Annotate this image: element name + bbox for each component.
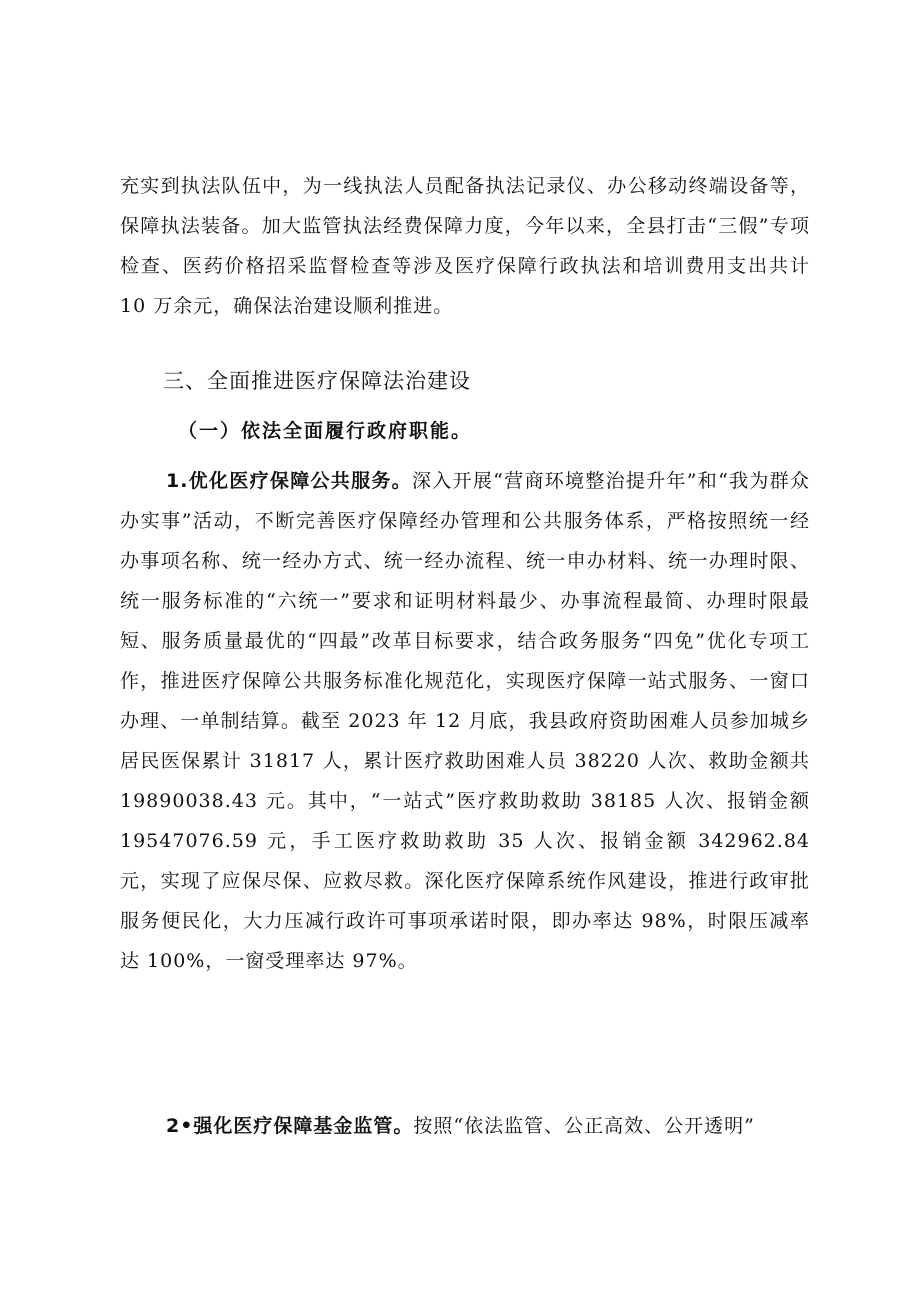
subsection-heading: （一）依法全面履行政府职能。 [178, 420, 473, 442]
item2-paragraph [120, 1106, 810, 1146]
item1-lead: 1.优化医疗保障公共服务。 [166, 470, 412, 492]
item1-body: 深入开展“营商环境整治提升年”和“我为群众办实事”活动，不断完善医疗保障经办管理和公共服务体系，严格按照统一经办事项名称、统一经办方式、统一经办流程、统一申办材料、统一办理时限、统一服务标准的“六统一”要求和证明材料最少、办事流程最简、办理时限最短、服务质量最优的“四最”改革目标要求，结合政务服务“四免”优化专项工作，推进医疗保障公共服务标准化规范化，实现医疗保障一站式服务、一窗口办理、一单制结算。截至 2023 年 12 月底，我县政府资助困难人员参加城乡居民医保累计 31817 人，累计医疗救助困难人员 38220 人次、救助金额共 19890038.43 元。其中，“一站式”医疗救助救助 38185 人次、报销金额 19547076.59 元，手工医疗救助救助 35 人次、报销金额 342962.84 元，实现了应保尽保、应救尽救。深化医疗保障系统作风建设，推进行政审批服务便民化，大力压减行政许可事项承诺时限，即办率达 98%，时限压减率达 100%，一窗受理率达 97%。 [120, 470, 810, 972]
item2-body: 按照“依法监管、公正高效、公开透明” [413, 1115, 755, 1137]
section-heading: 三、全面推进医疗保障法治建设 [163, 369, 471, 393]
item1-paragraph [120, 461, 810, 981]
paragraph-continuation: 充实到执法队伍中，为一线执法人员配备执法记录仪、办公移动终端设备等，保障执法装备。加大监管执法经费保障力度，今年以来，全县打击“三假”专项检查、医药价格招采监督检查等涉及医疗保障行政执法和培训费用支出共计 10 万余元，确保法治建设顺利推进。 [120, 175, 810, 317]
item2-lead: 2•强化医疗保障基金监管。 [166, 1115, 414, 1137]
